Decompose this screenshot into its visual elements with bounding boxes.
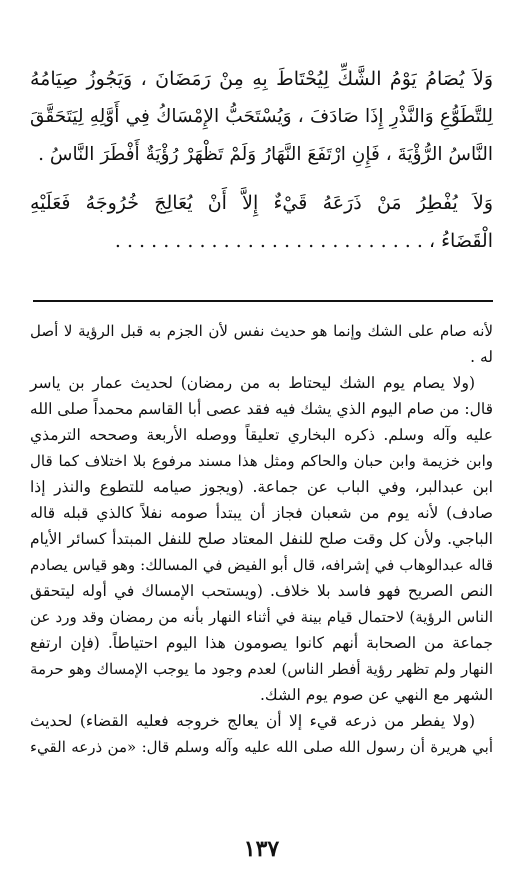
main-text: [30, 60, 493, 260]
commentary-line: (ولا يصام يوم الشك ليحتاط به من رمضان) لحديث عمار بن ياسر: [30, 374, 475, 392]
commentary-line: جماعة من الصحابة أنهم كانوا يصومون هذا اليوم احتياطاً. (فإن ارتفع: [30, 634, 493, 652]
commentary-line: عليه وآله وسلم. ذكره البخاري تعليقاً ووصله الأربعة وصححه الترمذي: [30, 426, 493, 444]
commentary-line: النهار ولم تظهر رؤية أفطر الناس) لعدم وجود ما يوجب الإمساك وهو حرمة: [30, 660, 493, 678]
commentary-line: الناس الرؤية) لاحتمال قيام بينة في أثناء النهار بأنه من رمضان وقد ورد عن: [30, 608, 493, 626]
commentary-line: ابن عبدالبر، وفي الباب عن جماعة. (ويجوز صيامه للتطوع والنذر إذا: [30, 478, 493, 496]
commentary-line: الشهر مع النهي عن صوم يوم الشك.: [259, 686, 493, 704]
main-text-line: النَّاسُ الرُّؤْيَةَ ، فَإِنِ ارْتَفَعَ النَّهَارُ وَلَمْ تَظْهَرْ رُؤْيَةٌ أَفْطَرَ النَّاسُ .: [38, 144, 493, 165]
commentary-line: لأنه صام على الشك وإنما هو حديث نفس لأن الجزم به قبل الرؤية لا أصل: [30, 322, 493, 340]
commentary-text: [30, 318, 493, 760]
commentary-line: الباجي. ولأن كل وقت صلح للنفل المعتاد صلح للنفل المبتدأ كسائر الأيام: [30, 530, 493, 548]
commentary-line: وابن خزيمة وابن حبان والحاكم ومثل هذا مسند مرفوع بلا اختلاف كما قال: [30, 452, 493, 470]
commentary-line: قال: من صام اليوم الذي يشك فيه فقد عصى أبا القاسم محمداً صلى الله: [29, 400, 493, 418]
commentary-line: قاله عبدالوهاب في إشرافه، قال أبو الفيض في المسالك: وهو قياس يصادم: [30, 556, 493, 574]
commentary-line: النص الصريح فهو فاسد بلا خلاف. (ويستحب الإمساك في أوله ليتحقق: [30, 582, 493, 600]
main-text-line: لِلتَّطَوُّعِ وَالنَّذْرِ إِذَا صَادَفَ ، وَيُسْتَحَبُّ الإِمْسَاكُ فِي أَوَّلِهِ لِيَتَحَقَّقَ: [30, 106, 493, 127]
commentary-line: له .: [470, 348, 493, 366]
commentary-line: أبي هريرة أن رسول الله صلى الله عليه وآله وسلم قال: «من ذرعه القيء: [30, 738, 493, 756]
main-text-line: وَلاَ يُصَامُ يَوْمُ الشَّكِّ لِيُحْتَاطَ بِهِ مِنْ رَمَضَانَ ، وَيَجُوزُ صِيَامُهُ: [30, 68, 493, 90]
separator-rule: [33, 300, 493, 302]
main-text-line: الْقَضَاءُ ، . . . . . . . . . . . . . . . . . . . . . . . . . .: [114, 230, 493, 252]
main-text-line: وَلاَ يُفْطِرُ مَنْ ذَرَعَهُ قَيْءٌ إِلاَّ أَنْ يُعَالِجَ خُرُوجَهُ فَعَلَيْهِ: [30, 192, 493, 214]
page-number: ١٣٧: [243, 836, 280, 862]
commentary-line: (ولا يفطر من ذرعه قيء إلا أن يعالج خروجه فعليه القضاء) لحديث: [30, 712, 475, 730]
commentary-line: صادف) لأنه يوم من شعبان فجاز أن يبتدأ صومه نفلاً كالذي قبله قاله: [30, 504, 493, 522]
